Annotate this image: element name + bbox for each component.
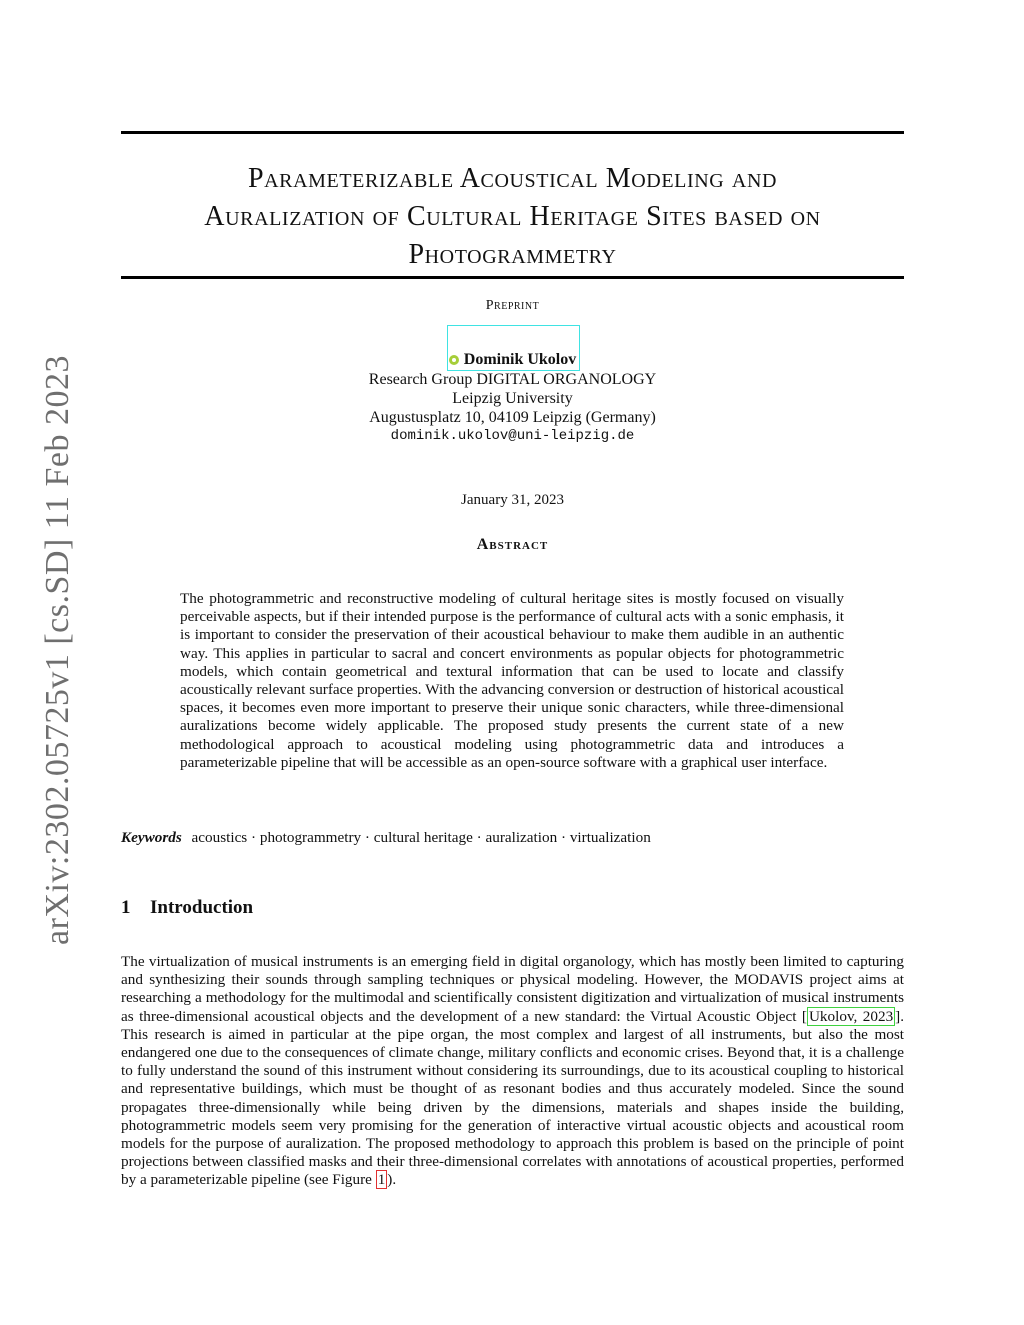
title-line-3: Photogrammetry (408, 239, 617, 270)
section-title: Introduction (150, 897, 254, 918)
title-bottom-rule (121, 276, 904, 279)
title-top-rule (121, 131, 904, 134)
paper-date: January 31, 2023 (461, 492, 564, 508)
paper-title (121, 160, 904, 274)
author-email[interactable]: dominik.ukolov@uni-leipzig.de (390, 427, 635, 444)
introduction-paragraph (121, 953, 904, 1190)
intro-text-part-3: ). (387, 1171, 397, 1189)
section-heading-introduction (121, 897, 253, 919)
arxiv-identifier-stamp: arXiv:2302.05725v1 [cs.SD] 11 Feb 2023 (39, 354, 76, 946)
abstract-text: The photogrammetric and reconstructive modeling of cultural heritage sites is mostly focused on visually perceivable aspects, but if their intended purpose is the performance of cultural acts with a sonic emphasis, it is important to consider the preservation of their acoustical behaviour to make them audible in an authentic way. This applies in particular to sacral and concert environments as popular objects for photogrammetric models, which contain geometrical and textural information that can be used to locate and classify acoustically relevant surface properties. With the advancing conversion or destruction of historical acoustical spaces, it becomes even more important to preserve their unique sonic characters, while three-dimensional auralizations become widely applicable. The proposed study presents the current state of a new methodological approach to acoustical modeling using photogrammetric data and introduces a parameterizable pipeline that will be accessible as an open-source software with a graphical user interface. (180, 590, 844, 771)
citation-year: 2023 (862, 1007, 894, 1025)
section-number: 1 (121, 897, 131, 918)
citation-author: Ukolov (808, 1007, 854, 1025)
author-address: Augustusplatz 10, 04109 Leipzig (Germany) (369, 408, 656, 426)
author-university: Leipzig University (452, 389, 573, 407)
keywords-label: Keywords (121, 829, 182, 846)
keywords-list: acoustics · photogrammetry · cultural heritage · auralization · virtualization (191, 829, 651, 846)
citation-link-ukolov-2023[interactable] (807, 1007, 895, 1026)
author-group: Research Group DIGITAL ORGANOLOGY (368, 370, 657, 388)
abstract-heading: Abstract (476, 536, 549, 553)
intro-text-part-1: The virtualization of musical instruments is an emerging field in digital organology, which has mostly been limited to capturing and synthesizing their sounds through sampling techniques or physical modeling. However, the MODAVIS project aims at researching a methodology for the multimodal and scientifically consistent digitization and virtualization of musical instruments as three-dimensional acoustical objects and the development of a new standard: the Virtual Acoustic Object [ (121, 953, 904, 1025)
title-line-2: Auralization of Cultural Heritage Sites based on (204, 201, 821, 232)
orcid-icon[interactable] (449, 355, 459, 365)
author-block (121, 350, 904, 446)
title-line-1: Parameterizable Acoustical Modeling and (247, 163, 778, 194)
citation-separator: , (853, 1007, 863, 1025)
preprint-label: Preprint (485, 298, 540, 313)
author-name-line[interactable] (449, 350, 576, 369)
figure-1-link[interactable]: 1 (377, 1171, 386, 1189)
author-name: Dominik Ukolov (463, 351, 577, 368)
keywords-line (121, 829, 904, 847)
intro-text-part-2: ]. This research is aimed in particular at the pipe organ, the most complex and largest of all instruments, but also the most endangered one due to the consequences of climate change, military conflicts and economic crises. Beyond that, it is a challenge to fully understand the sound of this instrument without considering its surroundings, due to its acoustical coupling to historical and representative buildings, which must be thought of as resonant bodies and thus accurately modeled. Since the sound propagates three-dimensionally while being driven by the dimensions, materials and shapes inside the building, photogrammetric models seem very promising for the generation of interactive virtual acoustic objects and acoustical room models for the purpose of auralization. The proposed methodology to approach this problem is based on the principle of point projections between classified masks and their three-dimensional correlates with annotations of acoustical properties, performed by a parameterizable pipeline (see Figure (121, 1007, 905, 1189)
